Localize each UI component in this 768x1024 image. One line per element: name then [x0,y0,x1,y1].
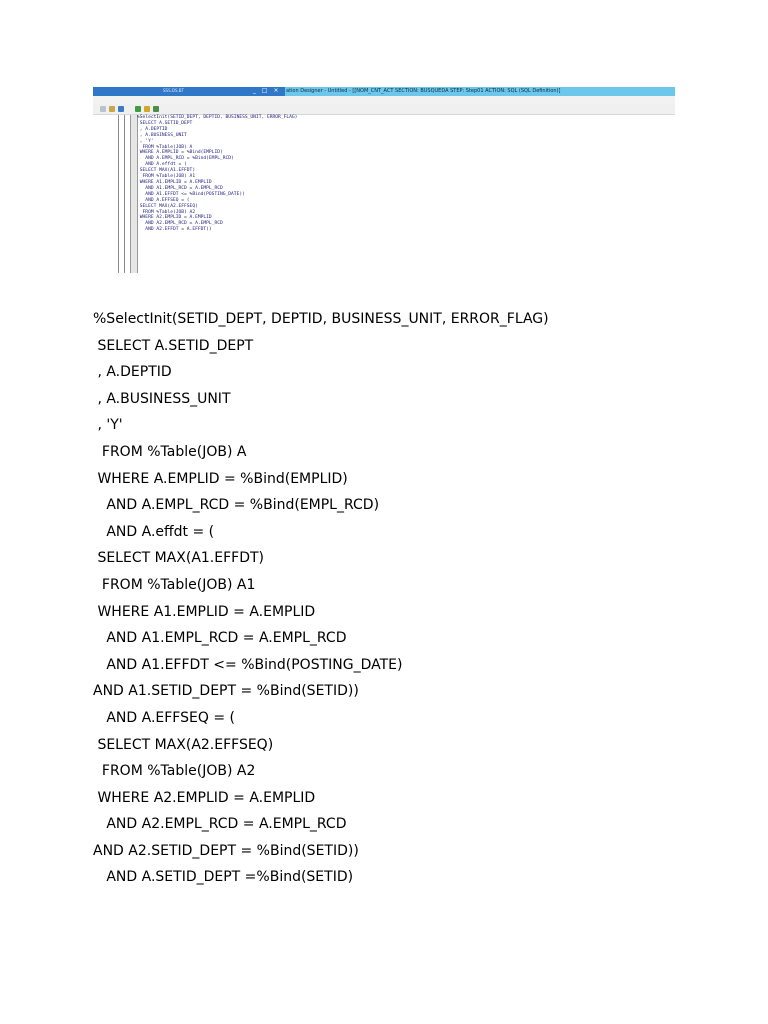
code-line: SELECT MAX(A2.EFFSEQ) [93,736,274,753]
app-window-title: ation Designer - Untitled - [[NOM_CNT_ACT SECTION: BUSQUEDA STEP: Step01 ACTION: SQL (SQL Definition)] [286,88,561,94]
step-icon[interactable] [144,106,150,112]
code-line: FROM %Table(JOB) A1 [93,576,256,593]
pane-divider [118,115,119,273]
editor-code-line: WHERE A2.EMPLID = A.EMPLID [137,215,212,221]
code-line: AND A.EFFSEQ = ( [93,709,235,726]
editor-code-line: WHERE A.EMPLID = %Bind(EMPLID) [137,150,223,156]
editor-code-line: AND A.EFFSEQ = ( [137,197,190,203]
sql-code-listing [93,306,549,891]
code-line: AND A.effdt = ( [93,523,215,540]
code-line: %SelectInit(SETID_DEPT, DEPTID, BUSINESS_UNIT, ERROR_FLAG) [93,311,549,327]
editor-code-line: FROM %Table(JOB) A2 [137,209,196,215]
code-line: AND A1.SETID_DEPT = %Bind(SETID)) [93,683,359,700]
editor-code-line: AND A2.EMPL_RCD = A.EMPL_RCD [137,221,223,227]
code-line: AND A.EMPL_RCD = %Bind(EMPL_RCD) [93,497,380,514]
editor-code-line: , 'Y' [137,138,154,144]
code-line: WHERE A.EMPLID = %Bind(EMPLID) [93,470,348,487]
save-icon[interactable] [118,106,124,112]
code-line: , A.BUSINESS_UNIT [93,390,231,407]
editor-code-line: SELECT A.SETID_DEPT [137,120,193,126]
folder-icon[interactable] [109,106,115,112]
project-pane [93,115,118,273]
code-line: AND A1.EMPL_RCD = A.EMPL_RCD [93,630,347,647]
code-line: WHERE A1.EMPLID = A.EMPLID [93,603,316,620]
code-line: AND A2.EMPL_RCD = A.EMPL_RCD [93,816,347,833]
menu-bar [93,96,675,104]
code-line: , 'Y' [93,417,123,434]
debug-icon[interactable] [153,106,159,112]
code-line: SELECT MAX(A1.EFFDT) [93,550,264,567]
open-icon[interactable] [100,106,106,112]
editor-code-line: AND A.EMPL_RCD = %Bind(EMPL_RCD) [137,156,234,162]
code-line: FROM %Table(JOB) A2 [93,763,256,780]
sql-editor[interactable] [137,115,297,233]
editor-code-line: , A.BUSINESS_UNIT [137,132,187,138]
editor-code-line: %SelectInit(SETID_DEPT, DEPTID, BUSINESS_UNIT, ERROR_FLAG) [137,115,298,120]
editor-code-line: WHERE A1.EMPLID = A.EMPLID [137,179,212,185]
editor-code-line: AND A.effdt = ( [137,162,187,168]
code-line: AND A.SETID_DEPT =%Bind(SETID) [93,869,354,886]
left-window-title: SSS.DS.BT [163,88,184,93]
app-designer-screenshot [93,87,675,273]
code-line: SELECT A.SETID_DEPT [93,337,254,354]
toolbar [93,104,675,115]
editor-code-line: , A.DEPTID [137,126,168,132]
editor-code-line: AND A1.EFFDT <= %Bind(POSTING_DATE)) [137,191,245,197]
run-icon[interactable] [135,106,141,112]
editor-code-line: FROM %Table(JOB) A [137,144,193,150]
code-line: AND A1.EFFDT <= %Bind(POSTING_DATE) [93,656,403,673]
editor-code-line: SELECT MAX(A2.EFFSEQ) [137,203,198,209]
code-line: , A.DEPTID [93,364,172,381]
code-line: FROM %Table(JOB) A [93,443,247,460]
code-line: WHERE A2.EMPLID = A.EMPLID [93,789,316,806]
window-controls[interactable]: _ □ × [253,87,281,94]
pane-divider [124,115,125,273]
editor-code-line: SELECT MAX(A1.EFFDT) [137,168,196,174]
editor-code-line: FROM %Table(JOB) A1 [137,174,196,180]
code-line: AND A2.SETID_DEPT = %Bind(SETID)) [93,842,359,859]
editor-code-line: AND A1.EMPL_RCD = A.EMPL_RCD [137,185,223,191]
editor-code-line: AND A2.EFFDT = A.EFFDT)) [137,227,212,233]
